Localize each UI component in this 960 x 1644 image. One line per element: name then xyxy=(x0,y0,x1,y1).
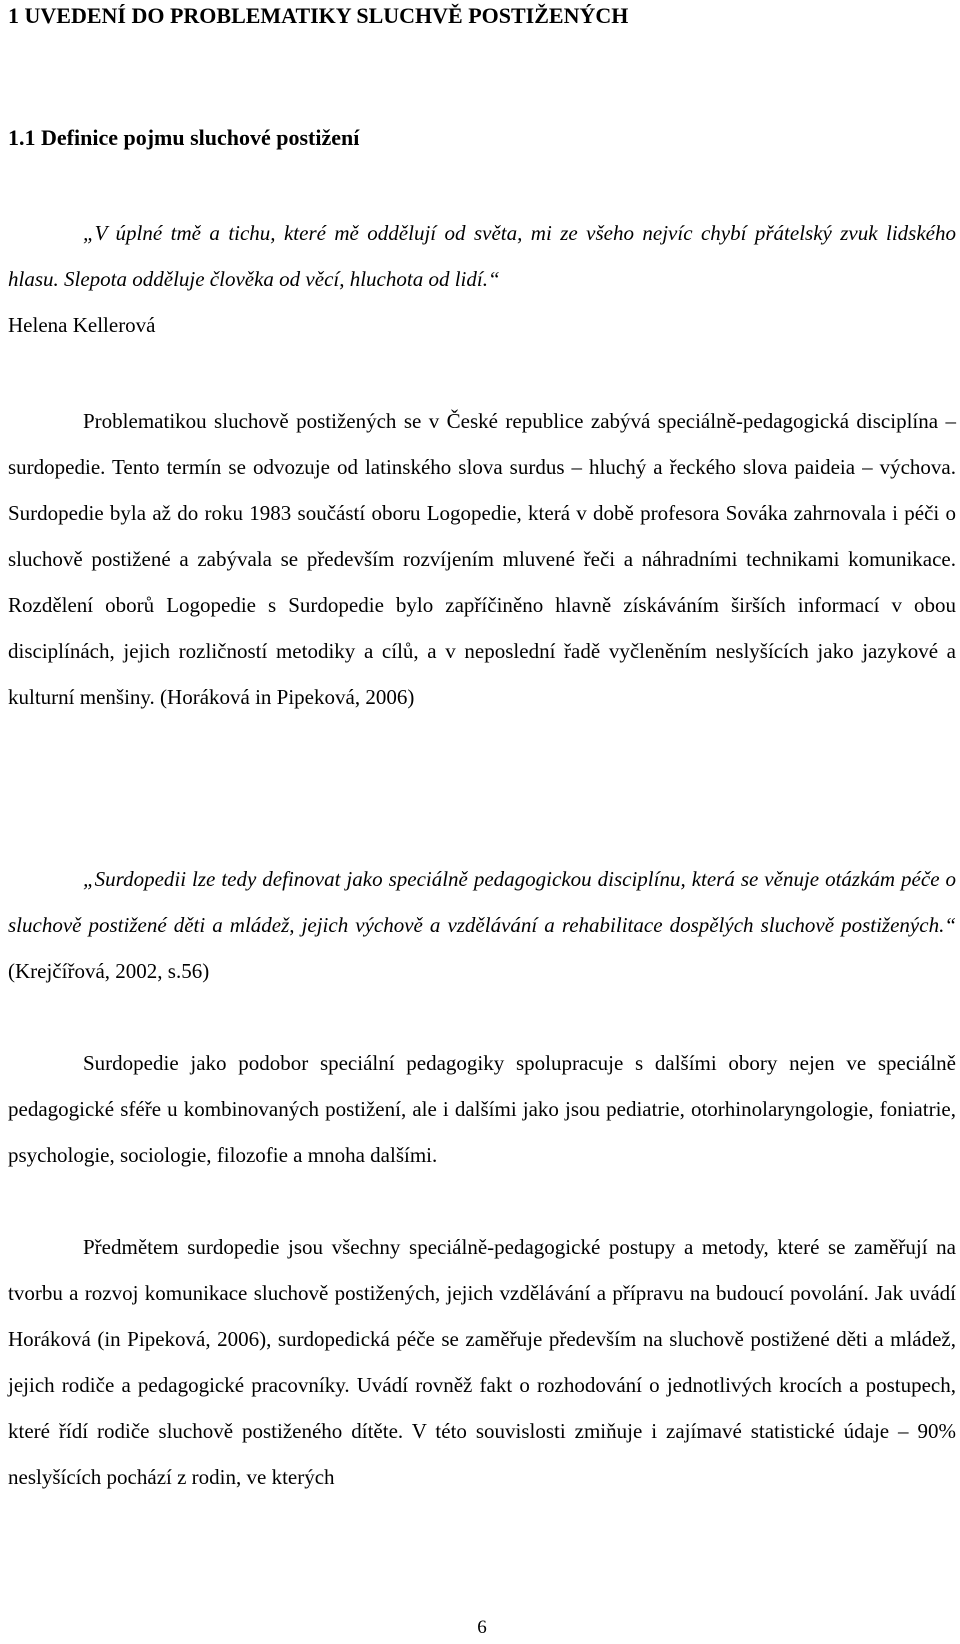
epigraph-author: Helena Kellerová xyxy=(8,313,156,337)
paragraph-surdopedie-intro: Problematikou sluchově postižených se v České republice zabývá speciálně-pedagogická disciplína – surdopedie. Tento termín se odvozuje od latinského slova surdus – hluchý a řeckého slova paideia – výchova. Surdopedie byla až do roku 1983 součástí oboru Logopedie, která v době profesora Sováka zahrnovala i péči o sluchově postižené a zabývala se především rozvíjením mluvené řeči a náhradními technikami komunikace. Rozdělení oborů Logopedie s Surdopedie bylo zapříčiněno hlavně získáváním širších informací v obou disciplínách, jejich rozličností metodiky a cílů, a v neposlední řadě vyčleněním neslyšících jako jazykové a kulturní menšiny. (Horáková in Pipeková, 2006) xyxy=(8,409,956,709)
chapter-heading: 1 UVEDENÍ DO PROBLEMATIKY SLUCHVĚ POSTIŽENÝCH xyxy=(8,3,629,28)
document-page xyxy=(8,0,956,1644)
definition-paragraph xyxy=(8,856,956,994)
page-number: 6 xyxy=(477,1617,487,1638)
paragraph-cooperation: Surdopedie jako podobor speciální pedagogiky spolupracuje s dalšími obory nejen ve speciálně pedagogické sféře u kombinovaných postižení, ale i dalšími jako jsou pediatrie, otorhinolaryngologie, foniatrie, psychologie, sociologie, filozofie a mnoha dalšími. xyxy=(8,1051,956,1167)
epigraph-quote: „V úplné tmě a tichu, které mě oddělují od světa, mi ze všeho nejvíc chybí přátelský zvuk lidského hlasu. Slepota odděluje člověka od věcí, hluchota od lidí.“ xyxy=(8,221,956,291)
definition-citation: (Krejčířová, 2002, s.56) xyxy=(8,959,210,983)
section-heading: 1.1 Definice pojmu sluchové postižení xyxy=(8,125,360,150)
definition-quote: „Surdopedii lze tedy definovat jako speciálně pedagogickou disciplínu, která se věnuje otázkám péče o sluchově postižené děti a mládež, jejich výchově a vzdělávání a rehabilitace dospělých sluchově postižených.“ xyxy=(8,867,956,937)
paragraph-subject: Předmětem surdopedie jsou všechny speciálně-pedagogické postupy a metody, které se zaměřují na tvorbu a rozvoj komunikace sluchově postižených, jejich vzdělávání a přípravu na budoucí povolání. Jak uvádí Horáková (in Pipeková, 2006), surdopedická péče se zaměřuje především na sluchově postižené děti a mládež, jejich rodiče a pedagogické pracovníky. Uvádí rovněž fakt o rozhodování o jednotlivých krocích a postupech, které řídí rodiče sluchově postiženého dítěte. V této souvislosti zmiňuje i zajímavé statistické údaje – 90% neslyšících pochází z rodin, ve kterých xyxy=(8,1235,956,1489)
